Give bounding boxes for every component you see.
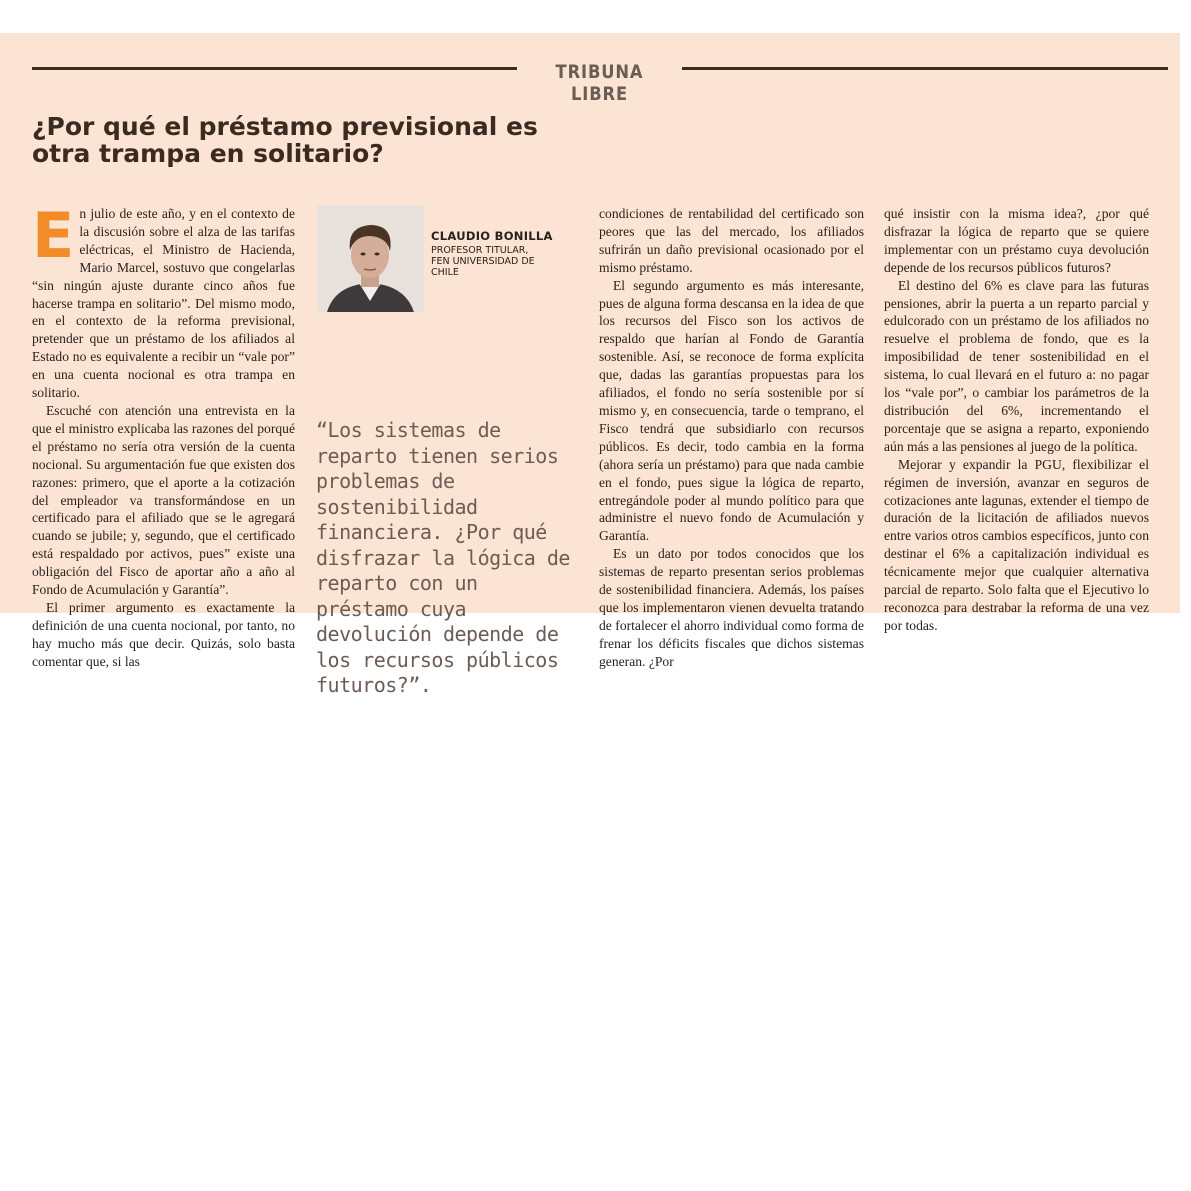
paragraph: condiciones de rentabilidad del certificado son peores que las del mercado, los afiliados sufrirán un daño previsional ocasionado por el mismo préstamo. bbox=[599, 206, 864, 275]
body-column-1 bbox=[32, 199, 295, 671]
drop-cap: E bbox=[32, 199, 75, 272]
author-name: CLAUDIO BONILLA bbox=[431, 229, 553, 243]
section-label: TRIBUNA LIBRE bbox=[555, 61, 644, 105]
section-rule-right bbox=[682, 67, 1168, 70]
author-role-line: PROFESOR TITULAR, bbox=[431, 245, 529, 256]
paragraph: Escuché con atención una entrevista en la que el ministro explicaba las razones del porqué el préstamo no sería otra versión de la cuenta nocional. Su argumentación fue que existen dos razones: primero, que el aporte a la cotización del empleador va transformándose en un certificado para el afiliado que se le agregará cuando se jubile; y, segundo, que el certificado está respaldado por activos, pues” existe una obligación del Fisco de aportar año a año al Fondo de Acumulación y Garantía”. bbox=[32, 402, 295, 598]
newspaper-page bbox=[0, 33, 1180, 697]
headline-line-2: otra trampa en solitario? bbox=[32, 139, 384, 168]
author-photo bbox=[317, 205, 424, 312]
body-column-4 bbox=[884, 205, 1149, 635]
author-role-line: FEN UNIVERSIDAD DE bbox=[431, 256, 535, 267]
headline-line-1: ¿Por qué el préstamo previsional es bbox=[32, 112, 538, 141]
author-role bbox=[431, 245, 551, 278]
section-rule-left bbox=[32, 67, 517, 70]
author-portrait-image bbox=[317, 205, 424, 312]
paragraph: Es un dato por todos conocidos que los sistemas de reparto presentan serios problemas de sostenibilidad financiera. Además, los países que los implementaron vienen devuelta tratando de fortalecer el ahorro individual como forma de frenar los déficits fiscales que dichos sistemas generan. ¿Por bbox=[599, 546, 864, 669]
article-headline bbox=[32, 113, 552, 167]
paragraph: El segundo argumento es más interesante, pues de alguna forma descansa en la idea de que los recursos del Fisco son los activos de respaldo que harían al Fondo de Garantía sostenible. Así, se reconoce de forma explícita que, dadas las garantías propuestas para los afiliados, el fondo no sería sostenible por sí mismo y, en consecuencia, tarde o temprano, el Fisco tendrá que subsidiarlo con recursos públicos. Es decir, todo cambia en la forma (ahora sería un préstamo) para que nada cambie en el fondo, pues sigue la lógica de reparto, entregándole poder al mundo político para que administre el nuevo fondo de Acumulación y Garantía. bbox=[599, 277, 864, 544]
paragraph: El destino del 6% es clave para las futuras pensiones, abrir la puerta a un reparto parcial y edulcorado con un préstamo de los afiliados no resuelve el problema de fondo, que es la imposibilidad de tener sostenibilidad en el sistema, lo cual llevará en el futuro a: no pagar los “vale por”, o cambiar los parámetros de la distribución del 6%, incrementando el porcentaje que se asigna a reparto, exponiendo aún más a las pensiones al juego de la política. bbox=[884, 277, 1149, 454]
paragraph-text: n julio de este año, y en el contexto de la discusión sobre el alza de las tarifas eléctricas, el Ministro de Hacienda, Mario Marcel, sostuvo que congelarlas “sin ningún ajuste durante cinco años fue hacerse trampa en solitario”. Del mismo modo, en el contexto de la reforma previsional, pretender que un préstamo de los afiliados al Estado no es equivalente a recibir un “vale por” en una cuenta nocional es otra trampa en solitario. bbox=[32, 206, 295, 401]
paragraph: El primer argumento es exactamente la definición de una cuenta nocional, por tanto, no hay mucho más que decir. Quizás, solo basta comentar que, si las bbox=[32, 599, 295, 669]
paragraph: qué insistir con la misma idea?, ¿por qué disfrazar la lógica de reparto que se quiere implementar con un préstamo cuya devolución depende de los recursos públicos futuros? bbox=[884, 206, 1149, 275]
author-role-line: CHILE bbox=[431, 267, 459, 278]
body-column-3 bbox=[599, 205, 864, 671]
paragraph bbox=[32, 199, 295, 402]
paragraph: Mejorar y expandir la PGU, flexibilizar el régimen de inversión, avanzar en seguros de cotizaciones ante lagunas, extender el tiempo de duración de la licitación de afiliados nuevos entre varios otros cambios específicos, junto con destinar el 6% a capitalización individual es técnicamente mejor que cualquier alternativa parcial de reparto. Solo falta que el Ejecutivo lo reconozca para destrabar la reforma de una vez por todas. bbox=[884, 456, 1149, 633]
pull-quote: “Los sistemas de reparto tienen serios problemas de sostenibilidad financiera. ¿Por qué disfrazar la lógica de reparto con un préstamo cuya devolución depende de los recursos públicos futuros?”. bbox=[316, 418, 570, 697]
